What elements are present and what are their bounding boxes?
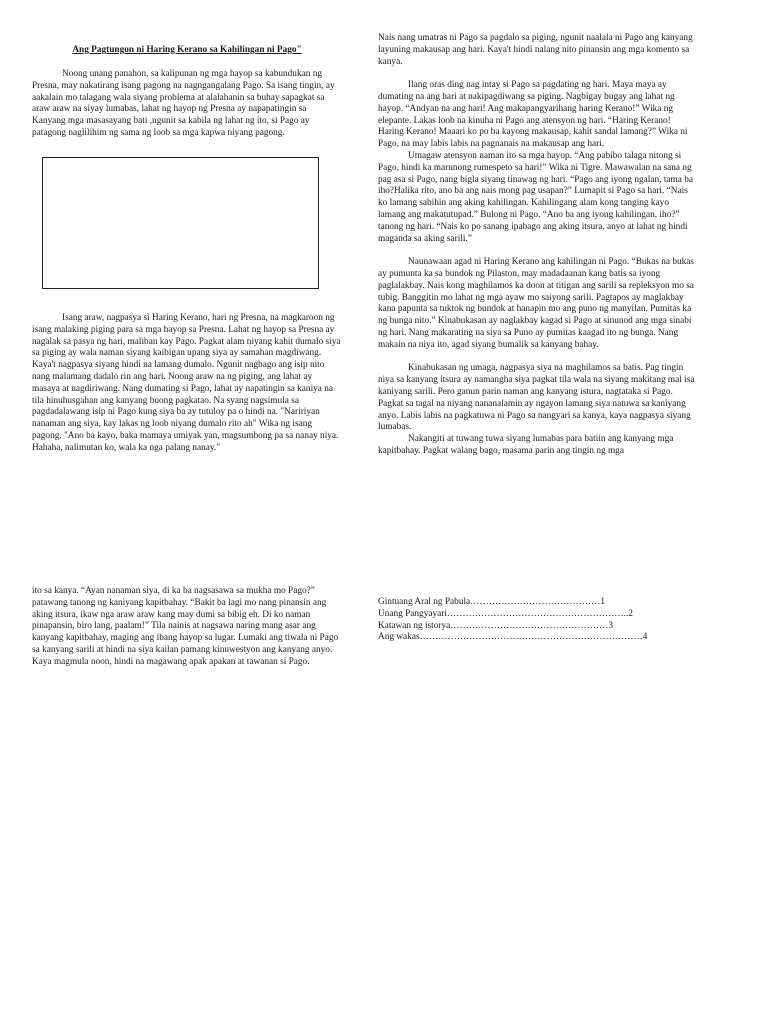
left-column-middle (32, 313, 342, 455)
paragraph-batis: Kinabukasan ng umaga, nagpasya siya na maghilamos sa batis. Pag tingin niya sa kanyang itsura ay namangha siya pagkat tila wala na siyang makitang mal isa kaniyang sarili. Pero ganun parin naman ang kanyang istura, nagtataka si Pago. Pagkat sa tagal na niyang nananalamin ay ngayon lamang siya natuwa sa kaniyang anyo. Labis labis na pagkatuwa ni Pago sa nangyari sa kanya, kaya nagpasya siyang lumabas. (378, 363, 695, 433)
paragraph-ending: ito sa kanya. “Ayan nanaman siya, di ka ba nagsasawa sa mukha mo Pago?” patawang tanong ng kaniyang kapitbahay. “Bakit ba lagi mo nang pinansin ang aking itsura, ikaw nga araw araw kang may dumi sa bibig eh. Di ko naman pinapansin, biro lang, paalam!” Tila nainis at nagsawa naring mang asar ang kanyang kapitbahay, maging ang ibang hayop sa lugar. Lumaki ang tiwala ni Pago sa kanyang sarili at hindi na siya kailan pamang kinuwestyon ang kanyang anyo. Kaya magmula noon, hindi na magawang apak apakan at tawanan si Pago. (32, 586, 339, 667)
paragraph-tigre: Umagaw atensyon naman ito sa mga hayop. “Ang pabibo talaga nitong si Pago, hindi ka marunong rumespeto sa hari!” Wika ni Tigre. Mawawalan na sana ng pag asa si Pago, nang bigla siyang tinawag ng hari. “Pago ang iyong ngalan, tama ba iho?Halika rito, ano ba ang nais mong pag usapan?” Lumapit si Pago sa hari. “Nais ko lamang sabihin ang aking kahilingan. Kahilingang alam kong tanging kayo lamang ang makatutupad.” Bulong ni Pago. “Ano ba ang iyong kahilingan, iho?” tanong ng hari. “Nais ko po sanang ipabago ang aking itsura, anyo at lahat ng hindi maganda sa aking sarili.” (378, 150, 693, 244)
toc-item: Gintuang Aral ng Pabula……………………………………1 (378, 597, 605, 607)
paragraph-piging: Isang araw, nagpasya si Haring Kerano, hari ng Presna, na magkaroon ng isang malaking piging para sa mga hayop sa Presna. Lahat ng hayop sa Presna ay nagalak sa pasya ng hari, maliban kay Pago. Pagkat alam niyang kahit dumalo siya sa piging ay wala naman siyang kaibigan upang siya ay samahan magdiwang. Kaya't nagpasya siyang hindi na lamang dumalo. Ngunit nagbago ang isip nito nang malamang dadalo rin ang hari. Noong araw na ng piging, ang lahat ay masaya at nagdiriwang. Nang dumating si Pago, lahat ay napatingin sa kaniya na tila hinuhusgahan ang kanyang buong pagkatao. Na syang nagsimula sa pagdadalawang isip ni Pago kung siya ba ay tutuloy pa o hindi na. "Naririyan nanaman ang siya, kay lakas ng loob niyang dumalo rito ah" Wika ng isang pagong. "Ano ba kayo, baka mamaya umiyak yan, magsumbong pa sa nanay niya. Hahaha, nalimutan ko, wala ka nga palang nanay." (32, 313, 341, 453)
left-column-bottom (32, 586, 342, 669)
paragraph-kapitbahay: Nakangiti at tuwang tuwa siyang lumabas para batiin ang kanyang mga kapitbahay. Pagkat walang bago, masama parin ang tingin ng mga (378, 434, 674, 456)
paragraph-pilaston: Naunawaan agad ni Haring Kerano ang kahilingan ni Pago. “Bukas na bukas ay pumunta ka sa bundok ng Pilaston, may madadaanan kang batis sa iyong paglalakbay. Nais kong maghilamos ka doon at titigan ang sarili sa repleksyon mo sa tubig. Banggitin mo lahat ng mga ayaw mo saiyong sarili. Pagtapos ay maglakbay kana papunta sa tuktok ng bundok at hanapin mo ang puno ng manyilan. Pumitas ka ng bunga nito.” Kinabukasan ay naglakbay kagad si Pago at sinunod ang mga sinabi ng hari. Nang makarating na siya sa Puno ay pumitas kaagad ito ng bunga. Nang makain na niya ito, agad siyang bumalik sa kanyang bahay. (378, 257, 695, 350)
image-placeholder-frame (42, 157, 319, 289)
story-title: Ang Pagtungon ni Haring Kerano sa Kahilingan ni Pago" (72, 45, 302, 55)
toc-item: Unang Pangyayari…………………………………………………..2 (378, 608, 633, 619)
paragraph-intro: Noong unang panahon, sa kalipunan ng mga hayop sa kabundukan ng Presna, may nakatirang isang pagong na nagngangalang Pago. Sa isang tingin, ay aakalain mo talagang wala siyang problema at alalahanin sa buhay sapagkat sa araw araw na siyay lumabas, lahat ng hayop ng Presna ay napapatingin sa Kanyang mga masasayang bati ,ngunit sa kabila ng lahat ng ito, si Pago ay patagong naglilihim ng sama ng loob sa mga kapwa niyang pagong. (32, 69, 335, 138)
toc-item: Ang wakas………………………………………………………………4 (378, 632, 648, 643)
paragraph-umatras: Nais nang umatras ni Pago sa pagdalo sa piging, ngunit naalala ni Pago ang kanyang layuning makausap ang hari. Kaya't hindi nalang nito pinansin ang mga komento sa kanya. (378, 33, 693, 67)
right-column (378, 33, 696, 458)
left-column-top (32, 69, 342, 140)
toc-item: Katawan ng istorya……………………………………………3 (378, 620, 613, 631)
paragraph-hari-dumating: Ilang oras ding nag intay si Pago sa pagdating ng hari. Maya maya ay dumating na ang hari at nakipagdiwang sa piging. Nagbigay bugay ang lahat ng hayop. “Andyan na ang hari! Ang makapangyarihang haring Kerano!” Wika ng elepante. Lakas loob na kinuha ni Pago ang atensyon ng hari. “Haring Kerano! Haring Kerano! Maaari ko po ba kayong makausap, kahit sandal lamang?” Wika ni Pago, na may labis labis na pagnanais na makausap ang hari. (378, 80, 688, 150)
table-of-contents (378, 597, 698, 644)
